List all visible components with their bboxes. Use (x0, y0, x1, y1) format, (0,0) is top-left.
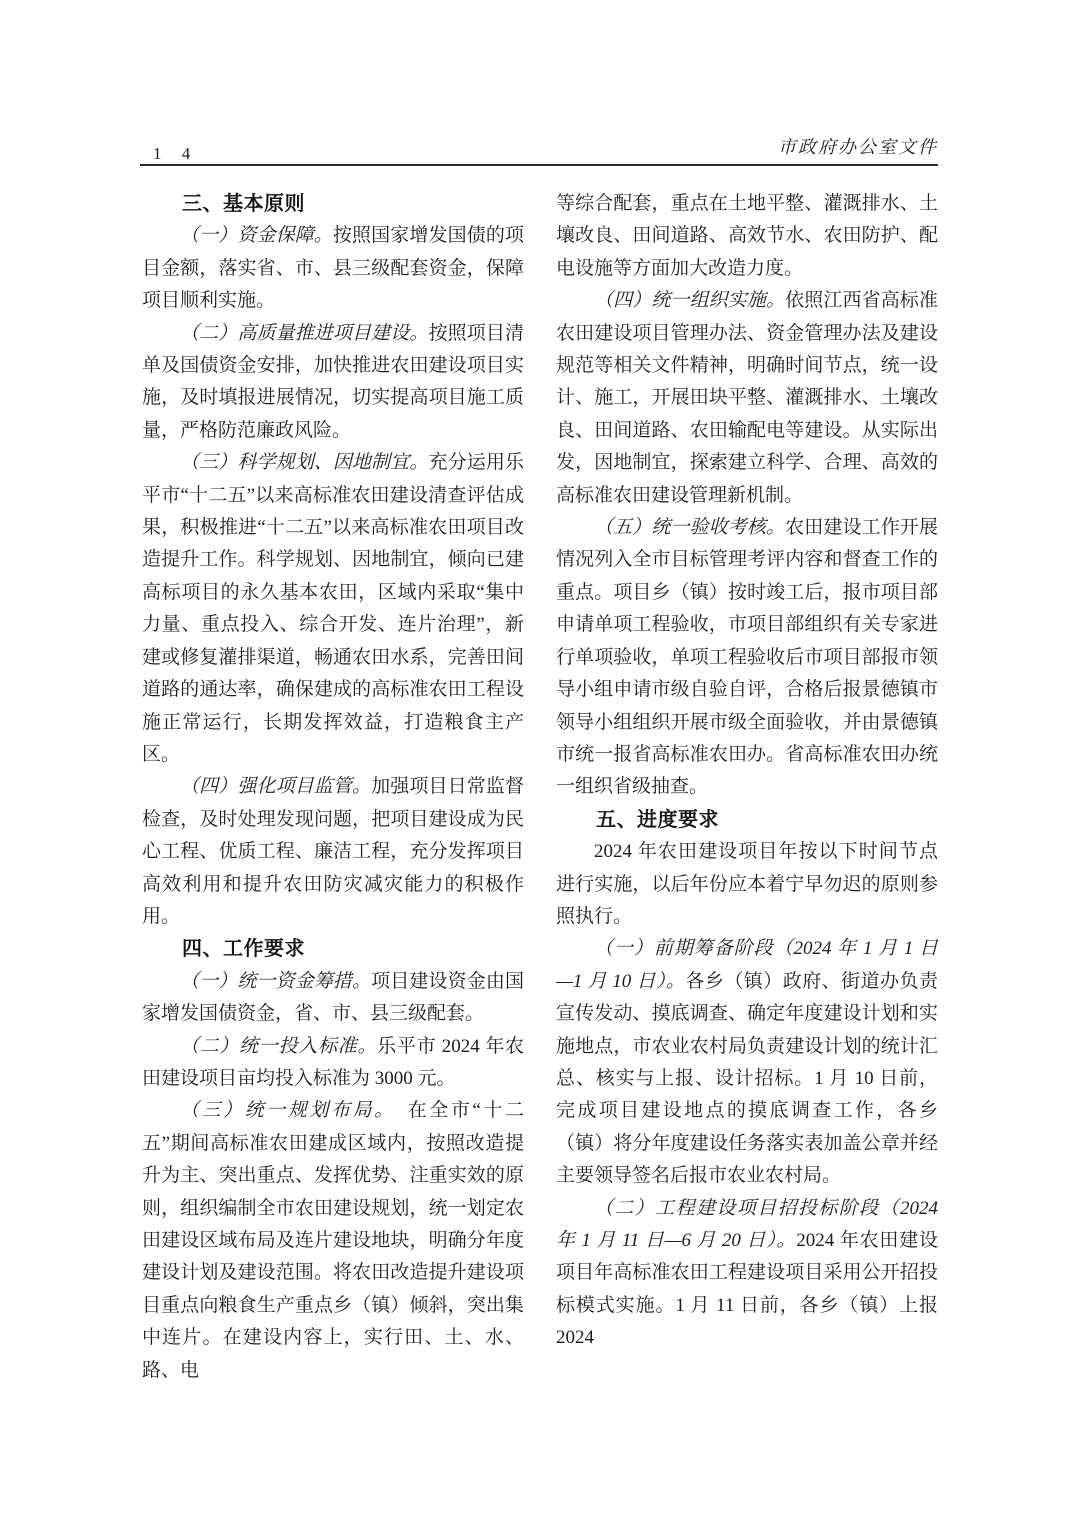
para-3-2-body: 按照项目清单及国债资金安排，加快推进农田建设项目实施，及时填报进展情况，切实提高项目施工质量，严格防范廉政风险。 (142, 322, 524, 441)
para-4-5-lead: （五）统一验收考核。 (594, 517, 786, 539)
para-4-1-lead: （一）统一资金筹措。 (180, 970, 372, 992)
para-4-3-continuation: 等综合配套，重点在土地平整、灌溉排水、土壤改良、田间道路、高效节水、农田防护、配电设施等方面加大改造力度。 (556, 193, 938, 279)
page-header (140, 122, 938, 166)
para-4-3 (142, 1095, 524, 1387)
para-3-3-lead: （三）科学规划、因地制宜。 (180, 452, 429, 474)
para-3-4-body: 加强项目日常监督检查，及时处理发现问题，把项目建设成为民心工程、优质工程、廉洁工程，充分发挥项目高效利用和提升农田防灾减灾能力的积极作用。 (142, 776, 524, 927)
para-3-1-body: 按照国家增发国债的项目金额，落实省、市、县三级配套资金，保障项目顺利实施。 (142, 225, 524, 312)
para-5-2-lead: （二）工程建设项目招投标阶段（2024 年 1 月 11 日—6 月 20 日）。 (556, 1197, 938, 1251)
para-5-1 (556, 933, 938, 1192)
para-3-4-lead: （四）强化项目监管。 (180, 776, 372, 798)
para-4-3-lead: （三）统一规划布局。 (180, 1100, 387, 1122)
para-5-intro (556, 836, 938, 933)
para-3-2-lead: （二）高质量推进项目建设。 (180, 322, 429, 344)
para-4-2 (142, 1031, 524, 1096)
para-5-1-lead: （一）前期筹备阶段（2024 年 1 月 1 日—1 月 10 日）。 (556, 938, 938, 992)
para-5-1-body: 各乡（镇）政府、街道办负责宣传发动、摸底调查、确定年度建设计划和实施地点，市农业农村局负责建设计划的统计汇总、核实与上报、设计招标。1 月 10 日前，完成项目建设地点的摸底调查工作，各乡（镇）将分年度建设任务落实表加盖公章并经主要领导签名后报市农业农村局。 (556, 970, 938, 1187)
para-4-1-body: 项目建设资金由国家增发国债资金，省、市、县三级配套。 (142, 970, 524, 1025)
para-4-3-body: 在全市“十二五”期间高标准农田建成区域内，按照改造提升为主、突出重点、发挥优势、注重实效的原则，组织编制全市农田建设规划，统一划定农田建设区域布局及连片建设地块，明确分年度建设计划及建设范围。将农田改造提升建设项目重点向粮食生产重点乡（镇）倾斜，突出集中连片。在建设内容上，实行田、土、水、路、电 (142, 1100, 524, 1381)
para-3-4 (142, 771, 524, 933)
page-body (142, 188, 938, 1387)
para-3-1 (142, 220, 524, 317)
para-4-2-body: 乐平市 2024 年农田建设项目亩均投入标准为 3000 元。 (142, 1035, 524, 1089)
para-4-2-lead: （二）统一投入标准。 (180, 1035, 378, 1057)
para-5-intro-body: 2024 年农田建设项目年按以下时间节点进行实施，以后年份应本着宁早勿迟的原则参照执行。 (556, 841, 938, 927)
para-4-5 (556, 512, 938, 804)
para-4-1 (142, 966, 524, 1031)
para-4-4-lead: （四）统一组织实施。 (594, 290, 786, 312)
para-3-3 (142, 447, 524, 771)
para-4-5-body: 农田建设工作开展情况列入全市目标管理考评内容和督查工作的重点。项目乡（镇）按时竣工后，报市项目部申请单项工程验收，市项目部组织有关专家进行单项验收，单项工程验收后市项目部报市领导小组申请市级自验自评，合格后报景德镇市领导小组组织开展市级全面验收，并由景德镇市统一报省高标准农田办。省高标准农田办统一组织省级抽查。 (556, 517, 938, 798)
para-3-3-body: 充分运用乐平市“十二五”以来高标准农田建设清查评估成果，积极推进“十二五”以来高标准农田项目改造提升工作。科学规划、因地制宜，倾向已建高标项目的永久基本农田，区域内采取“集中力量、重点投入、综合开发、连片治理”，新建或修复灌排渠道，畅通农田水系，完善田间道路的通达率，确保建成的高标准农田工程设施正常运行，长期发挥效益，打造粮食主产区。 (142, 452, 524, 765)
para-3-1-lead: （一）资金保障。 (180, 225, 333, 247)
heading-section-3: 三、基本原则 (182, 193, 305, 215)
para-4-4-body: 依照江西省高标准农田建设项目管理办法、资金管理办法及建设规范等相关文件精神，明确时间节点，统一设计、施工，开展田块平整、灌溉排水、土壤改良、田间道路、农田输配电等建设。从实际出发，因地制宜，探索建立科学、合理、高效的高标准农田建设管理新机制。 (556, 290, 938, 506)
para-5-2-body: 2024 年农田建设项目年高标准农田工程建设项目采用公开招投标模式实施。1 月 11 日前，各乡（镇）上报 2024 (556, 1230, 938, 1349)
para-3-2 (142, 318, 524, 448)
header-doc-title: 市政府办公室文件 (778, 137, 938, 157)
heading-section-5: 五、进度要求 (596, 808, 719, 831)
page-number: 1 4 (153, 144, 199, 163)
para-5-2 (556, 1193, 938, 1355)
para-4-4 (556, 285, 938, 512)
left-column (142, 188, 524, 1387)
right-column (556, 188, 938, 1387)
heading-section-4: 四、工作要求 (182, 938, 305, 961)
